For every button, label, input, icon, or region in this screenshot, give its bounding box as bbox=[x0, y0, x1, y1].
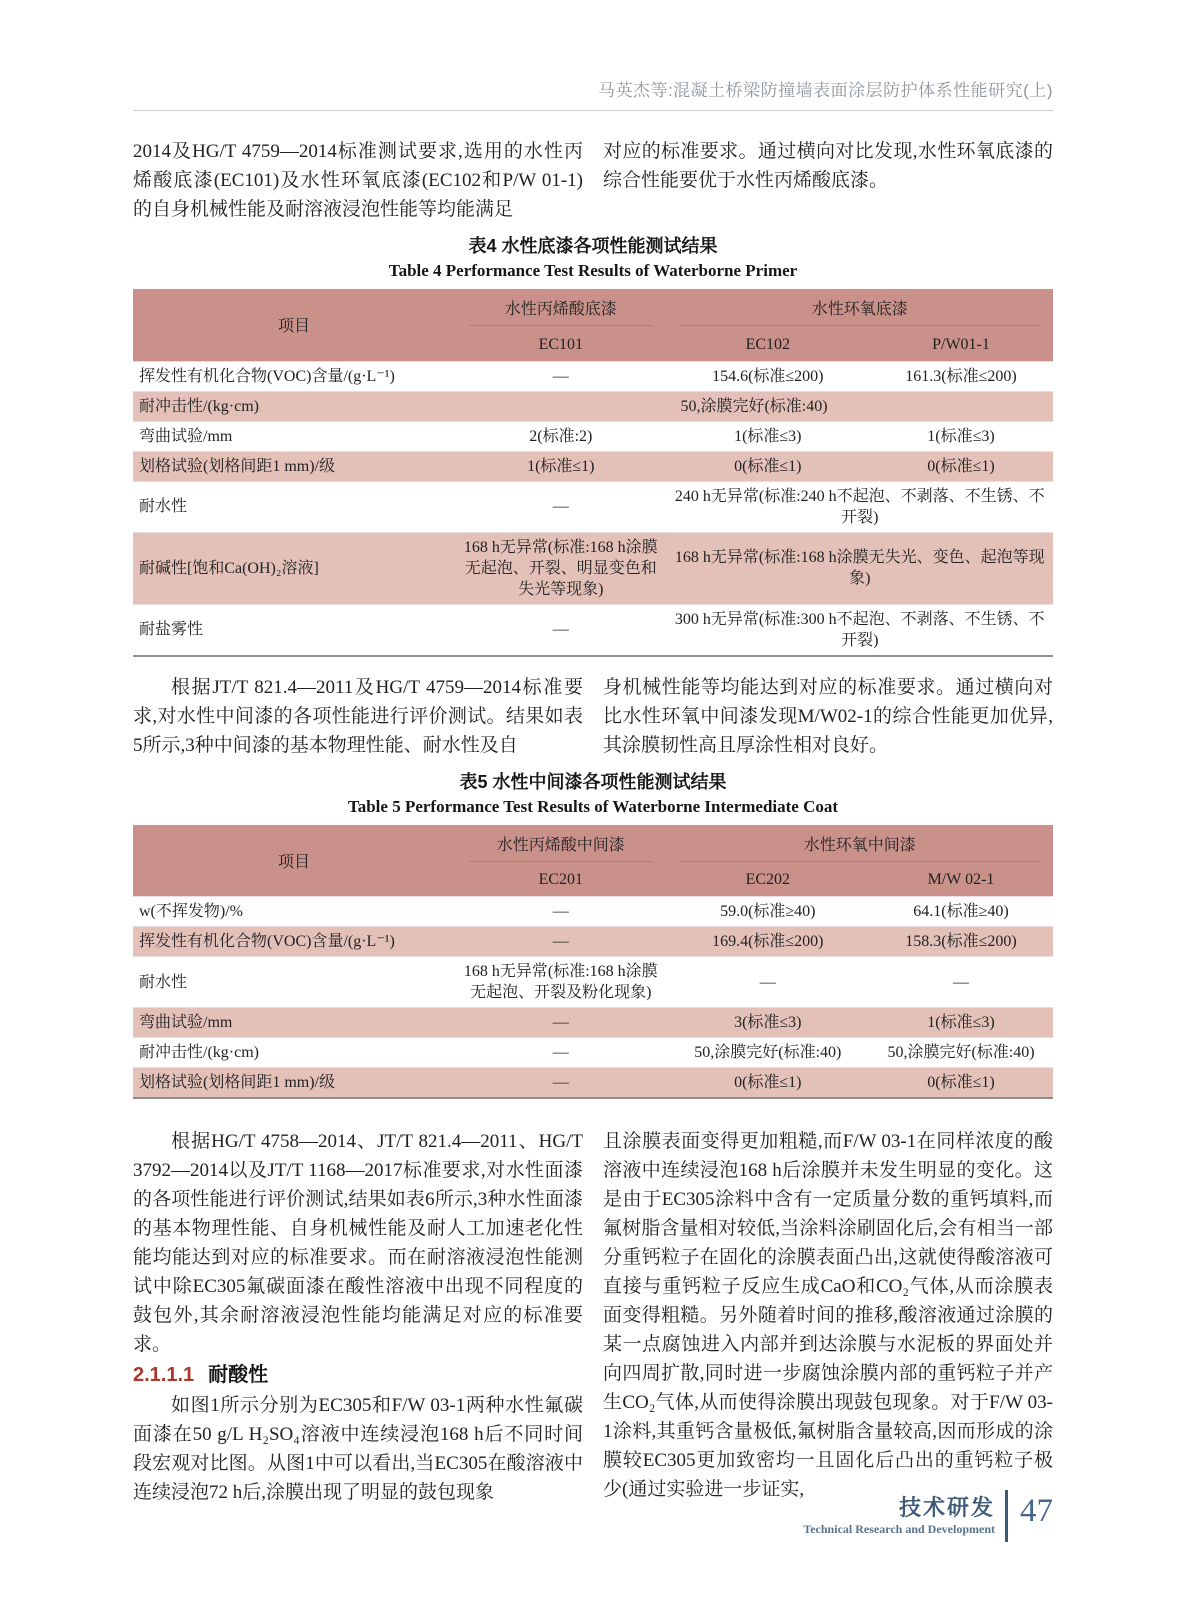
table5-group-acrylic-intermediate: 水性丙烯酸中间漆 bbox=[455, 825, 667, 866]
intro-right-paragraph: 对应的标准要求。通过横向对比发现,水性环氧底漆的综合性能要优于水性丙烯酸底漆。 bbox=[603, 141, 1053, 191]
table-cell: 50,涂膜完好(标准:40) bbox=[680, 397, 828, 415]
table-row bbox=[133, 481, 1053, 532]
table-cell: 0(标准≤1) bbox=[927, 1074, 995, 1091]
table-cell: 1(标准≤1) bbox=[527, 457, 595, 475]
table4-subheader-pw01-1: P/W01-1 bbox=[869, 330, 1053, 361]
table4-subheader-ec102: EC102 bbox=[667, 330, 869, 361]
running-head: 马英杰等:混凝土桥梁防撞墙表面涂层防护体系性能研究(上) bbox=[133, 0, 1053, 111]
row-label: 划格试验(划格间距1 mm)/级 bbox=[139, 1074, 335, 1091]
row-label: w(不挥发物)/% bbox=[139, 903, 243, 920]
table-row bbox=[133, 927, 1053, 957]
table-cell: 50,涂膜完好(标准:40) bbox=[887, 1044, 1035, 1061]
table-row bbox=[133, 897, 1053, 927]
row-label: 耐盐雾性 bbox=[139, 621, 204, 638]
table-cell: — bbox=[952, 973, 969, 991]
table4-subheader-ec101: EC101 bbox=[455, 330, 667, 361]
table-cell: 168 h无异常(标准:168 h涂膜无起泡、开裂及粉化现象) bbox=[463, 963, 658, 1001]
table-cell: — bbox=[552, 1074, 569, 1091]
table4-caption bbox=[133, 234, 1053, 282]
bottom-right-paragraph: 且涂膜表面变得更加粗糙,而F/W 03-1在同样浓度的酸溶液中连续浸泡168 h后涂膜并未发生明显的变化。这是由于EC305涂料中含有一定质量分数的重钙填料,而氟树脂含量相对较低,当涂料涂刷固化后,会有相当一部分重钙粒子在固化的涂膜表面凸出,这就使得酸溶液可直接与重钙粒子反应生成CaO和CO₂气体,从而涂膜表面变得粗糙。另外随着时间的推移,酸溶液通过涂膜的某一点腐蚀进入内部并到达涂膜与水泥板的界面处并向四周扩散,同时进一步腐蚀涂膜内部的重钙粒子并产生CO₂气体,从而使得涂膜出现鼓包现象。对于F/W 03-1涂料,其重钙含量极低,氟树脂含量较高,因而形成的涂膜较EC305更加致密均一且固化后凸出的重钙粒子极少(通过实验进一步证实, bbox=[603, 1131, 1053, 1500]
table-cell: — bbox=[552, 903, 569, 920]
footer-section-en: Technical Research and Development bbox=[803, 1522, 995, 1536]
row-label: 耐水性 bbox=[139, 498, 188, 515]
row-label: 耐冲击性/(kg·cm) bbox=[139, 397, 259, 415]
table-cell: 50,涂膜完好(标准:40) bbox=[694, 1044, 842, 1061]
table-row bbox=[133, 451, 1053, 481]
table5-caption bbox=[133, 770, 1053, 818]
table-cell: — bbox=[759, 973, 776, 991]
bottom-left-column bbox=[133, 1127, 583, 1507]
table-cell: 240 h无异常(标准:240 h不起泡、不剥落、不生锈、不开裂) bbox=[674, 487, 1045, 526]
row-label: 挥发性有机化合物(VOC)含量/(g·L⁻¹) bbox=[139, 933, 395, 950]
row-label: 挥发性有机化合物(VOC)含量/(g·L⁻¹) bbox=[139, 367, 395, 385]
table4-group-epoxy-primer: 水性环氧底漆 bbox=[667, 289, 1053, 330]
bottom-left-paragraph-2: 如图1所示分别为EC305和F/W 03-1两种水性氟碳面漆在50 g/L H₂SO₄溶液中连续浸泡168 h后不同时间段宏观对比图。从图1中可以看出,当EC305在酸溶液中连续浸泡72 h后,涂膜出现了明显的鼓包现象 bbox=[133, 1395, 583, 1503]
row-label: 划格试验(划格间距1 mm)/级 bbox=[139, 457, 335, 475]
mid-section bbox=[133, 673, 1053, 760]
table-cell: 1(标准≤3) bbox=[734, 427, 802, 445]
table-cell: — bbox=[552, 367, 569, 385]
bottom-section bbox=[133, 1127, 1053, 1507]
table-cell: 161.3(标准≤200) bbox=[905, 367, 1017, 385]
table-cell: 1(标准≤3) bbox=[927, 1014, 995, 1031]
table-row bbox=[133, 532, 1053, 604]
table-cell: 158.3(标准≤200) bbox=[905, 933, 1017, 950]
table-cell: 168 h无异常(标准:168 h涂膜无失光、变色、起泡等现象) bbox=[674, 549, 1045, 587]
mid-right-paragraph: 身机械性能等均能达到对应的标准要求。通过横向对比水性环氧中间漆发现M/W02-1的综合性能更加优异,其涂膜韧性高且厚涂性相对良好。 bbox=[603, 676, 1053, 756]
page-number: 47 bbox=[1020, 1492, 1053, 1529]
table-row bbox=[133, 1008, 1053, 1038]
table5-group-epoxy-intermediate: 水性环氧中间漆 bbox=[667, 825, 1053, 866]
table-cell: 154.6(标准≤200) bbox=[712, 367, 824, 385]
row-label: 弯曲试验/mm bbox=[139, 1014, 233, 1031]
page-footer bbox=[803, 1490, 1053, 1542]
table-row bbox=[133, 604, 1053, 656]
table-cell: 0(标准≤1) bbox=[927, 457, 995, 475]
table-row bbox=[133, 391, 1053, 421]
bottom-left-paragraph-1: 根据HG/T 4758—2014、JT/T 821.4—2011、HG/T 3792—2014以及JT/T 1168—2017标准要求,对水性面漆的各项性能进行评价测试,结果如表6所示,3种水性面漆的基本物理性能、自身机械性能及耐人工加速老化性能均能达到对应的标准要求。而在耐溶液浸泡性能测试中除EC305氟碳面漆在酸性溶液中出现不同程度的鼓包外,其余耐溶液浸泡性能均能满足对应的标准要求。 bbox=[133, 1131, 583, 1355]
table-cell: — bbox=[552, 498, 569, 515]
table-cell: 3(标准≤3) bbox=[734, 1014, 802, 1031]
table-cell: — bbox=[552, 1044, 569, 1061]
section-heading bbox=[133, 1359, 583, 1391]
table-cell: 168 h无异常(标准:168 h涂膜无起泡、开裂、明显变色和失光等现象) bbox=[463, 538, 658, 598]
table5-header bbox=[133, 825, 1053, 897]
row-label: 耐水性 bbox=[139, 973, 188, 991]
table-row bbox=[133, 1068, 1053, 1099]
section-number: 2.1.1.1 bbox=[133, 1364, 195, 1386]
table5-caption-en: Table 5 Performance Test Results of Waterborne Intermediate Coat bbox=[347, 796, 839, 816]
table4-body bbox=[133, 361, 1053, 656]
table5-caption-cn: 表5 水性中间漆各项性能测试结果 bbox=[459, 771, 727, 792]
table4-header bbox=[133, 289, 1053, 361]
intro-section bbox=[133, 137, 1053, 224]
table4-caption-en: Table 4 Performance Test Results of Waterborne Primer bbox=[388, 261, 798, 280]
intro-left-paragraph: 2014及HG/T 4759—2014标准测试要求,选用的水性丙烯酸底漆(EC101)及水性环氧底漆(EC102和P/W 01-1)的自身机械性能及耐溶液浸泡性能等均能满足 bbox=[133, 141, 583, 220]
table-cell: 59.0(标准≥40) bbox=[720, 903, 816, 920]
row-label: 耐冲击性/(kg·cm) bbox=[139, 1044, 259, 1061]
table-cell: 0(标准≤1) bbox=[734, 1074, 802, 1091]
table-cell: 1(标准≤3) bbox=[927, 427, 995, 445]
footer-divider bbox=[1005, 1490, 1008, 1542]
table5-body bbox=[133, 897, 1053, 1099]
table-cell: — bbox=[552, 621, 569, 638]
row-label: 耐碱性[饱和Ca(OH)₂溶液] bbox=[139, 559, 319, 577]
table-cell: 300 h无异常(标准:300 h不起泡、不剥落、不生锈、不开裂) bbox=[674, 610, 1045, 649]
table-cell: 64.1(标准≥40) bbox=[913, 903, 1009, 920]
table5-waterborne-intermediate-coat bbox=[133, 825, 1053, 1100]
table4-waterborne-primer bbox=[133, 289, 1053, 657]
mid-left-paragraph: 根据JT/T 821.4—2011及HG/T 4759—2014标准要求,对水性中间漆的各项性能进行评价测试。结果如表5所示,3种中间漆的基本物理性能、耐水性及自 bbox=[133, 676, 583, 756]
table4-group-acrylic-primer: 水性丙烯酸底漆 bbox=[455, 289, 667, 330]
table5-subheader-mw02-1: M/W 02-1 bbox=[869, 866, 1053, 897]
footer-section-label bbox=[803, 1495, 995, 1537]
table-row bbox=[133, 361, 1053, 391]
table5-header-item: 项目 bbox=[133, 825, 455, 897]
section-title: 耐酸性 bbox=[208, 1364, 269, 1386]
table-cell: 2(标准:2) bbox=[529, 427, 593, 445]
row-label: 弯曲试验/mm bbox=[139, 427, 233, 445]
table-row bbox=[133, 957, 1053, 1008]
table-row bbox=[133, 1038, 1053, 1068]
table5-subheader-ec201: EC201 bbox=[455, 866, 667, 897]
table4-header-item: 项目 bbox=[133, 289, 455, 361]
table-row bbox=[133, 421, 1053, 451]
table-cell: 169.4(标准≤200) bbox=[712, 933, 824, 950]
table5-subheader-ec202: EC202 bbox=[667, 866, 869, 897]
table-cell: — bbox=[552, 1014, 569, 1031]
table4-caption-cn: 表4 水性底漆各项性能测试结果 bbox=[468, 236, 718, 256]
table-cell: — bbox=[552, 933, 569, 950]
footer-section-cn: 技术研发 bbox=[898, 1495, 995, 1520]
table-cell: 0(标准≤1) bbox=[734, 457, 802, 475]
